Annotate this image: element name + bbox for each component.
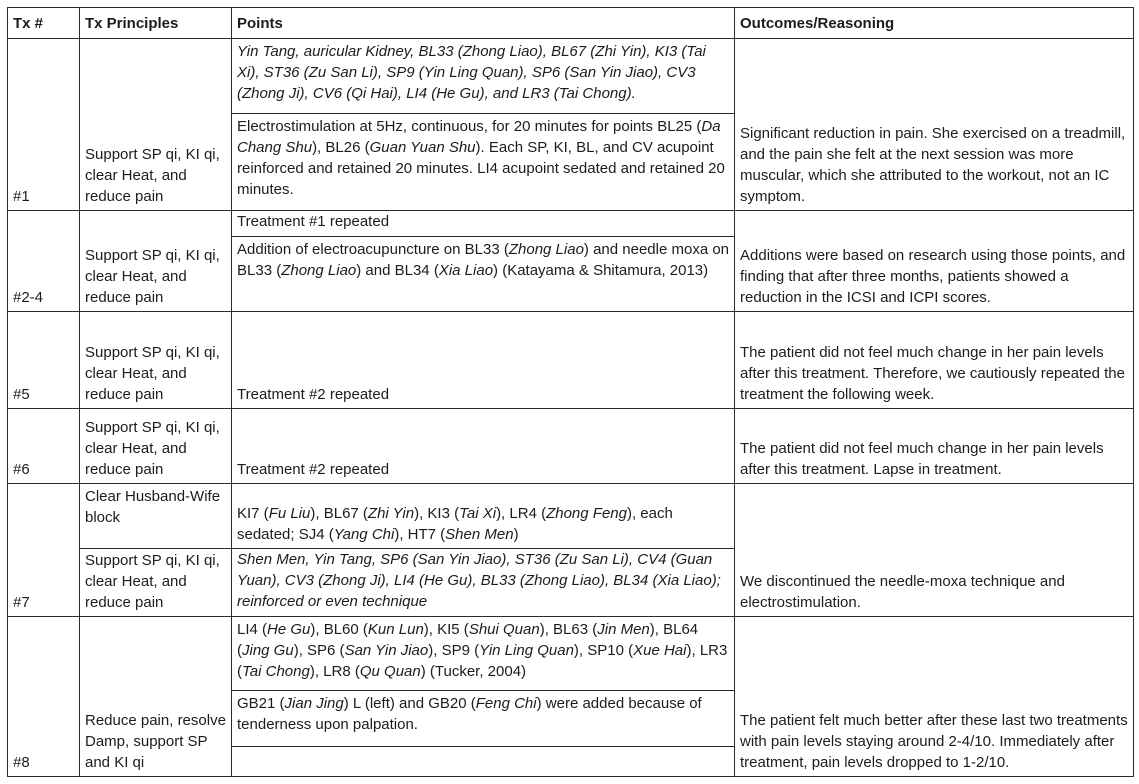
table-row [8,39,1134,114]
table-row [8,409,1134,484]
points-cell: Electrostimulation at 5Hz, continuous, for 20 minutes for points BL25 (Da Chang Shu), BL26 (Guan Yuan Shu). Each SP, KI, BL, and CV acupoint reinforced and retained 20 minutes. LI4 acupoint sedated and retained 20 minutes. [232,113,735,210]
points-cell: LI4 (He Gu), BL60 (Kun Lun), KI5 (Shui Quan), BL63 (Jin Men), BL64 (Jing Gu), SP6 (San Yin Jiao), SP9 (Yin Ling Quan), SP10 (Xue Hai), LR3 (Tai Chong), LR8 (Qu Quan) (Tucker, 2004) [232,616,735,690]
tx-number: #8 [8,616,80,776]
points-cell: KI7 (Fu Liu), BL67 (Zhi Yin), KI3 (Tai Xi), LR4 (Zhong Feng), each sedated; SJ4 (Yang Chi), HT7 (Shen Men) [232,484,735,549]
outcome-cell: Additions were based on research using those points, and finding that after three months, patients showed a reduction in the ICSI and ICPI scores. [735,211,1134,312]
tx-principles: Support SP qi, KI qi, clear Heat, and reduce pain [80,549,232,617]
points-cell: Treatment #2 repeated [232,312,735,409]
points-cell: Treatment #1 repeated [232,211,735,237]
outcome-cell: Significant reduction in pain. She exercised on a treadmill, and the pain she felt at the next session was more muscular, which she attributed to the workout, not an IC symptom. [735,39,1134,211]
outcome-cell: We discontinued the needle-moxa technique and electrostimulation. [735,484,1134,617]
header-row [8,8,1134,39]
points-cell: Shen Men, Yin Tang, SP6 (San Yin Jiao), ST36 (Zu San Li), CV4 (Guan Yuan), CV3 (Zhong Ji), LI4 (He Gu), BL33 (Zhong Liao), BL34 (Xia Liao); reinforced or even technique [232,549,735,617]
header-points: Points [232,8,735,39]
tx-number: #7 [8,484,80,617]
outcome-cell: The patient did not feel much change in her pain levels after this treatment. Therefore, we cautiously repeated the treatment the following week. [735,312,1134,409]
tx-principles: Reduce pain, resolve Damp, support SP and KI qi [80,616,232,776]
tx-principles: Support SP qi, KI qi, clear Heat, and reduce pain [80,211,232,312]
points-cell: Yin Tang, auricular Kidney, BL33 (Zhong Liao), BL67 (Zhi Yin), KI3 (Tai Xi), ST36 (Zu San Li), SP9 (Yin Ling Quan), SP6 (San Yin Jiao), CV3 (Zhong Ji), CV6 (Qi Hai), LI4 (He Gu), and LR3 (Tai Chong). [232,39,735,114]
header-tx: Tx # [8,8,80,39]
points-cell-empty [232,746,735,776]
table-row [8,484,1134,549]
tx-number: #6 [8,409,80,484]
points-cell: Treatment #2 repeated [232,409,735,484]
header-outcomes: Outcomes/Reasoning [735,8,1134,39]
tx-principles: Clear Husband-Wife block [80,484,232,549]
tx-number: #5 [8,312,80,409]
tx-principles: Support SP qi, KI qi, clear Heat, and reduce pain [80,409,232,484]
header-principles: Tx Principles [80,8,232,39]
points-cell: GB21 (Jian Jing) L (left) and GB20 (Feng Chi) were added because of tenderness upon palpation. [232,690,735,746]
treatment-table [7,7,1134,777]
table-row [8,616,1134,690]
table-row [8,312,1134,409]
tx-number: #1 [8,39,80,211]
outcome-cell: The patient did not feel much change in her pain levels after this treatment. Lapse in treatment. [735,409,1134,484]
tx-number: #2-4 [8,211,80,312]
outcome-cell: The patient felt much better after these last two treatments with pain levels staying around 2-4/10. Immediately after treatment, pain levels dropped to 1-2/10. [735,616,1134,776]
table-row [8,211,1134,237]
points-cell: Addition of electroacupuncture on BL33 (Zhong Liao) and needle moxa on BL33 (Zhong Liao) and BL34 (Xia Liao) (Katayama & Shitamura, 2013) [232,237,735,312]
tx-principles: Support SP qi, KI qi, clear Heat, and reduce pain [80,39,232,211]
tx-principles: Support SP qi, KI qi, clear Heat, and reduce pain [80,312,232,409]
